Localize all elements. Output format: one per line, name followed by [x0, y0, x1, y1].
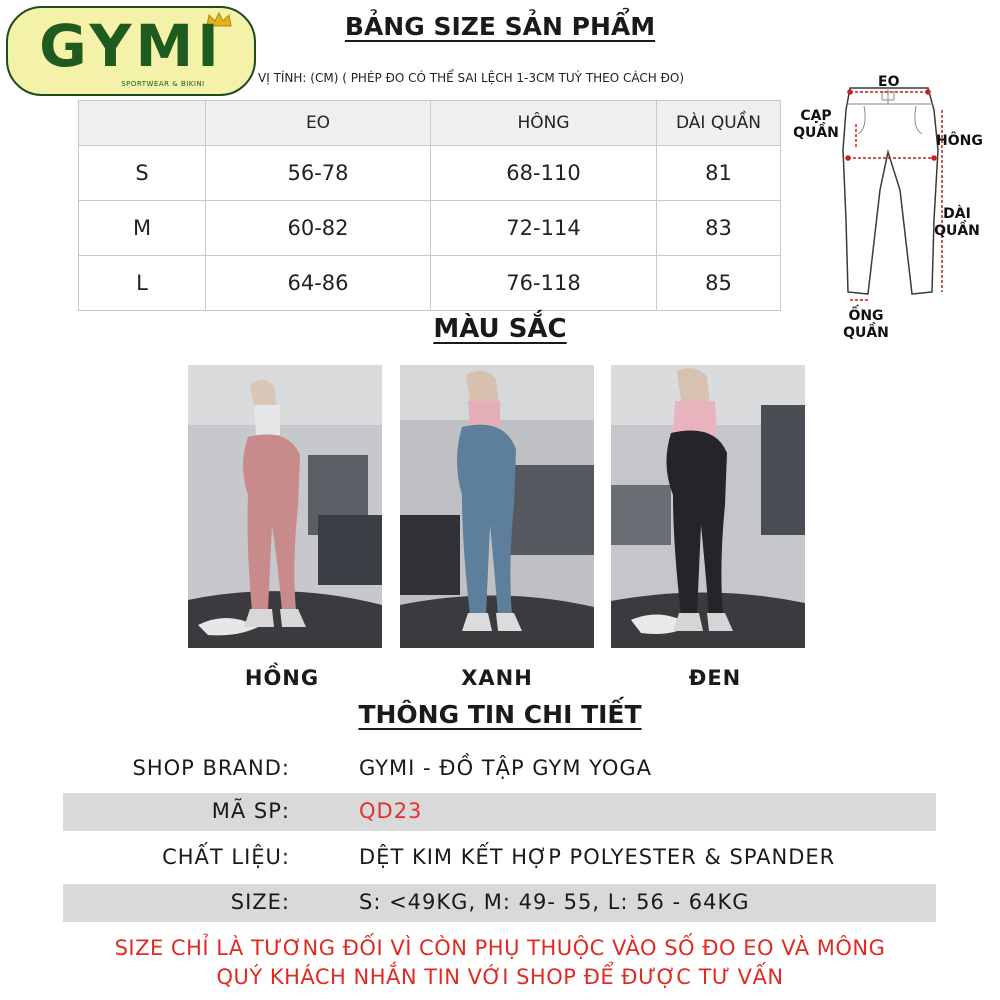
table-cell: 60-82: [206, 201, 431, 256]
table-row: [79, 201, 781, 256]
brand-logo: [6, 6, 256, 96]
size-table: [78, 100, 781, 311]
table-cell: 64-86: [206, 256, 431, 311]
info-value: QD23: [359, 799, 423, 823]
contact-note: QUÝ KHÁCH NHẮN TIN VỚI SHOP ĐỂ ĐƯỢC TƯ VẤN: [216, 965, 784, 989]
unit-note: VỊ TÍNH: (CM) ( PHÉP ĐO CÓ THỂ SAI LỆCH 1-3CM TUỲ THEO CÁCH ĐO): [258, 71, 685, 85]
info-row-size: [63, 884, 936, 922]
diagram-label-hong: HÔNG: [936, 133, 983, 149]
color-photo-pink: [188, 365, 382, 648]
table-header-cell: HÔNG: [431, 101, 657, 146]
table-cell: 83: [657, 201, 781, 256]
black-leggings-image: [611, 365, 805, 648]
table-row: [79, 146, 781, 201]
table-row: [79, 256, 781, 311]
table-cell: S: [79, 146, 206, 201]
color-photo-blue: [400, 365, 594, 648]
table-header-cell: EO: [206, 101, 431, 146]
size-disclaimer-note: SIZE CHỈ LÀ TƯƠNG ĐỐI VÌ CÒN PHỤ THUỘC VÀO SỐ ĐO EO VÀ MÔNG: [114, 936, 886, 960]
table-header-cell: [79, 101, 206, 146]
table-header-cell: DÀI QUẦN: [657, 101, 781, 146]
diagram-label-cap-quan: CẠP QUẦN: [793, 108, 839, 141]
info-row-material: [63, 839, 936, 877]
info-value: S: <49KG, M: 49- 55, L: 56 - 64KG: [359, 890, 750, 914]
diagram-label-eo: EO: [878, 74, 900, 90]
info-row-brand: [63, 750, 936, 788]
table-cell: 56-78: [206, 146, 431, 201]
table-cell: 85: [657, 256, 781, 311]
logo-subtitle: SPORTWEAR & BIKINI: [121, 80, 205, 88]
color-photo-black: [611, 365, 805, 648]
table-cell: 76-118: [431, 256, 657, 311]
blue-leggings-image: [400, 365, 594, 648]
pants-measurement-diagram: [788, 70, 998, 350]
info-label: CHẤT LIỆU:: [162, 845, 290, 869]
detail-section-title: THÔNG TIN CHI TIẾT: [358, 700, 642, 729]
table-header-row: [79, 101, 781, 146]
table-cell: 72-114: [431, 201, 657, 256]
color-name-pink: HỒNG: [244, 666, 320, 690]
color-name-blue: XANH: [461, 666, 533, 690]
table-cell: 68-110: [431, 146, 657, 201]
info-value: GYMI - ĐỒ TẬP GYM YOGA: [359, 756, 653, 780]
info-label: SIZE:: [230, 890, 290, 914]
color-name-black: ĐEN: [688, 666, 742, 690]
info-label: SHOP BRAND:: [132, 756, 290, 780]
pink-leggings-image: [188, 365, 382, 648]
size-chart-title: BẢNG SIZE SẢN PHẨM: [344, 12, 656, 41]
table-cell: M: [79, 201, 206, 256]
info-value: DỆT KIM KẾT HỢP POLYESTER & SPANDER: [359, 845, 836, 869]
info-label: MÃ SP:: [211, 799, 290, 823]
table-cell: L: [79, 256, 206, 311]
colors-section-title: MÀU SẮC: [433, 314, 567, 344]
table-cell: 81: [657, 146, 781, 201]
logo-text: GYMI: [39, 12, 223, 80]
diagram-label-ong-quan: ỐNG QUẦN: [843, 308, 889, 341]
diagram-label-dai-quan: DÀI QUẦN: [934, 206, 980, 239]
info-row-sku: [63, 793, 936, 831]
